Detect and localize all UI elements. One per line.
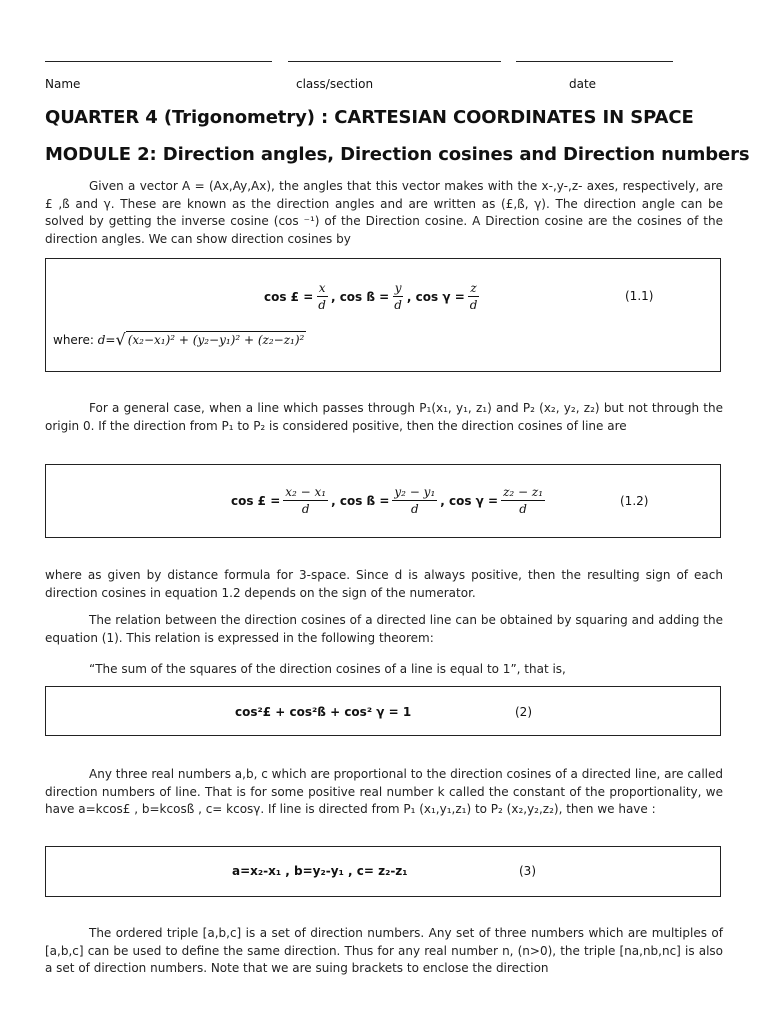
module-heading: MODULE 2: Direction angles, Direction cosines and Direction numbers <box>45 144 750 165</box>
equation-box-1-2 <box>45 464 721 538</box>
fraction-z-difference-over-d: $\frac{\text{z₂ − z₁}}{d}$ <box>503 485 544 516</box>
equation-number-1-2: (1.2) <box>620 494 649 508</box>
class-section-label: class/section <box>296 77 374 91</box>
cos-alpha-label: cos £ = <box>264 289 314 304</box>
equation-number-1-1: (1.1) <box>625 289 654 303</box>
class-section-blank-line[interactable] <box>288 61 501 62</box>
cos-gamma-label: , cos γ = <box>406 289 465 304</box>
direction-numbers-equation: a=x₂-x₁ , b=y₂-y₁ , c= z₂-z₁ <box>232 864 408 878</box>
fraction-x-difference-over-d: $\frac{\text{x₂ − x₁}}{d}$ <box>285 485 327 516</box>
direction-cosines-equation <box>264 281 482 312</box>
relation-paragraph: The relation between the direction cosines of a directed line can be obtained by squaring and adding the equation (1). This relation is expressed in the following theorem: <box>45 613 723 645</box>
cos-beta-label: , cos ß = <box>330 289 390 304</box>
equation-box-3 <box>45 846 721 897</box>
fraction-z-over-d: $\frac{z}{d}$ <box>469 281 478 312</box>
equation-box-2 <box>45 686 721 736</box>
quarter-heading: QUARTER 4 (Trigonometry) : CARTESIAN COORDINATES IN SPACE <box>45 107 694 128</box>
direction-numbers-paragraph: Any three real numbers a,b, c which are proportional to the direction cosines of a directed line, are called direction numbers of line. That is for some positive real number k called the constant of the proportionality, we have a=kcos£ , b=kcosß , c= kcosγ. If line is directed from P₁ (x₁,y₁,z₁) to P₂ (x₂,y₂,z₂), then we have : <box>45 767 723 816</box>
cos-gamma-label: , cos γ = <box>440 493 499 508</box>
intro-paragraph: Given a vector A = (Ax,Ay,Ax), the angles that this vector makes with the x-,y-,z- axes, respectively, are £ ,ß and γ. These are known as the direction angles and are written as (£,ß, γ). The direction angle can be solved by getting the inverse cosine (cos ⁻¹) of the Direction cosine. A Direction cosine are the cosines of the direction angles. We can show direction cosines by <box>45 179 723 246</box>
date-blank-line[interactable] <box>516 61 673 62</box>
where-label: where: <box>53 333 94 347</box>
square-root-expression: √ (x₂−x₁)² + (y₂−y₁)² + (z₂−z₁)² <box>115 330 305 349</box>
equation-number-2: (2) <box>515 705 532 719</box>
name-blank-line[interactable] <box>45 61 272 62</box>
sum-of-squares-equation: cos²£ + cos²ß + cos² γ = 1 <box>235 705 412 719</box>
d-equals-label: d= <box>97 333 116 347</box>
general-case-paragraph: For a general case, when a line which passes through P₁(x₁, y₁, z₁) and P₂ (x₂, y₂, z₂) but not through the origin 0. If the direction from P₁ to P₂ is considered positive, then the direction cosines of line are <box>45 401 723 433</box>
name-label: Name <box>45 77 81 91</box>
distance-formula <box>53 331 306 349</box>
date-label: date <box>569 77 597 91</box>
equation-number-3: (3) <box>519 864 536 878</box>
cos-alpha-label: cos £ = <box>231 493 281 508</box>
fraction-y-over-d: $\frac{y}{d}$ <box>394 281 402 312</box>
theorem-statement: “The sum of the squares of the direction cosines of a line is equal to 1”, that is, <box>89 662 566 676</box>
direction-cosines-two-points-equation <box>231 485 548 516</box>
cos-beta-label: , cos ß = <box>331 493 390 508</box>
fraction-x-over-d: $\frac{x}{d}$ <box>318 281 326 312</box>
ordered-triple-paragraph: The ordered triple [a,b,c] is a set of direction numbers. Any set of three numbers which are multiples of [a,b,c] can be used to define the same direction. Thus for any real number n, (n>0), the triple [na,nb,nc] is also a set of direction numbers. Note that we are suing brackets to enclose the direction <box>45 926 723 975</box>
fraction-y-difference-over-d: $\frac{\text{y₂ − y₁}}{d}$ <box>394 485 436 516</box>
equation-box-1-1 <box>45 258 721 372</box>
distance-paragraph: where as given by distance formula for 3-space. Since d is always positive, then the resulting sign of each direction cosines in equation 1.2 depends on the sign of the numerator. <box>45 568 723 600</box>
